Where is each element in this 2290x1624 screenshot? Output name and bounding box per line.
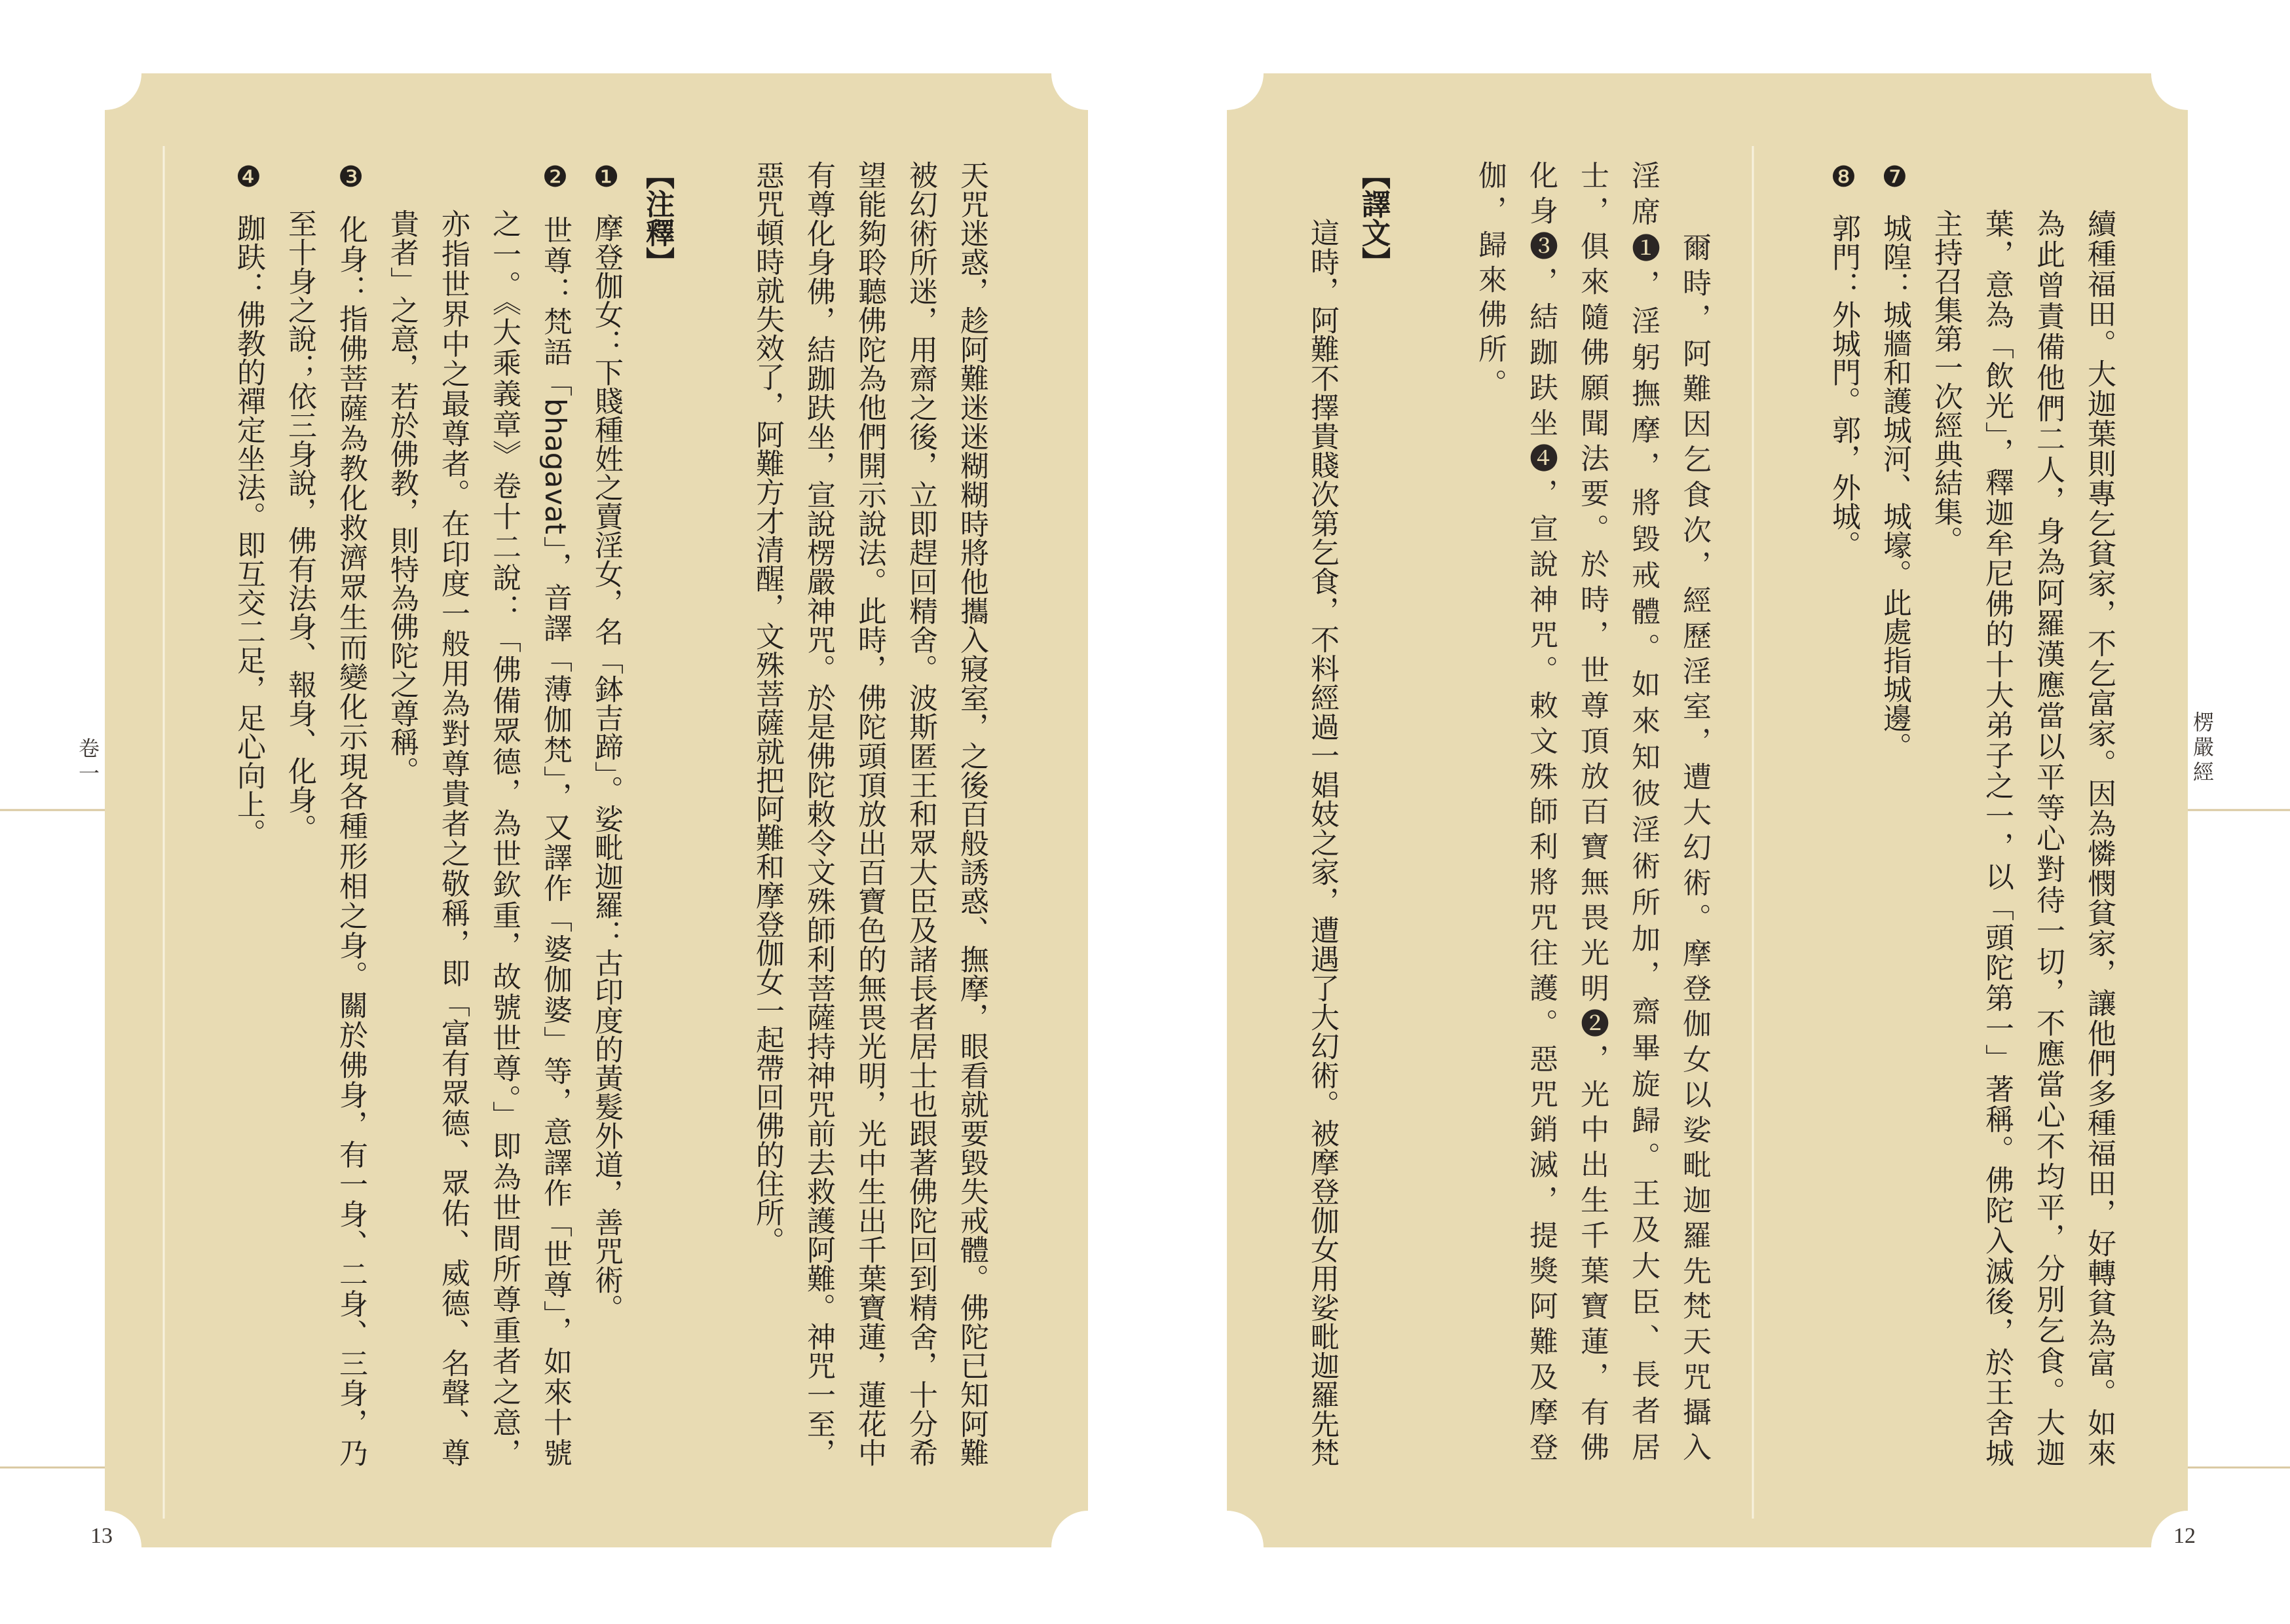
sutra-line: 士，俱來隨佛願聞法要。於時，世尊頂放百寶無畏光明❷，光中出生千葉寶蓮，有佛: [1575, 160, 1609, 1467]
sutra-line: 化身❸，結跏趺坐❹，宣說神咒。敕文殊師利將咒往護。惡咒銷滅，提獎阿難及摩登: [1524, 160, 1558, 1467]
note-7: [1875, 160, 1914, 761]
note-line: 至十身之說；依三身說，佛有法身、報身、化身。: [283, 209, 316, 843]
note-text: 城隍：城牆和護城河、城壕。此處指城邊。: [1878, 213, 1911, 761]
right-page: [1145, 0, 2290, 1624]
note-line: 亦指世界中之最尊者。在印度一般用為對尊貴者之敬稱，即「富有眾德、眾佑、威德、名聲、尊: [436, 209, 470, 1467]
note-marker-2: ❷: [538, 160, 572, 196]
note-line: 主持召集第一次經典結集。: [1929, 209, 1962, 555]
note-marker-7: ❼: [1878, 160, 1911, 194]
note-line: 續種福田。大迦葉則專乞貧家，不乞富家。因為憐憫貧家，讓他們多種福田，好轉貧為富。如來: [2082, 209, 2116, 1467]
running-head-volume: 卷一: [75, 737, 100, 787]
note-line: 之一。《大乘義章》卷十二說：「佛備眾德，為世欽重，故號世尊。」即為世間所尊重者之意，: [487, 209, 521, 1467]
sutra-line: 淫席❶，淫躬撫摩，將毀戒體。如來知彼淫術所加，齋畢旋歸。王及大臣、長者居: [1626, 160, 1660, 1467]
note-marker-3: ❸: [334, 160, 367, 195]
note-line: 為此曾責備他們二人，身為阿羅漢應當以平等心對待一切，不應當心不均平，分別乞食。大迦: [2031, 209, 2065, 1467]
translation-line: 天咒迷惑，趁阿難迷迷糊糊時將他攜入寢室，之後百般誘惑、撫摩，眼看就要毀失戒體。佛陀已知阿難: [955, 160, 988, 1467]
note-text: 跏趺：佛教的禪定坐法。即互交二足，足心向上。: [232, 213, 265, 847]
translation-line: 有尊化身佛，結跏趺坐，宣說楞嚴神咒。於是佛陀敕令文殊師利菩薩持神咒前去救護阿難。神咒一至，: [802, 160, 835, 1467]
note-4: [229, 160, 268, 847]
note-2: [535, 160, 574, 1467]
translation-line: 這時，阿難不擇貴賤次第乞食，不料經過一娼妓之家，遭遇了大幻術。被摩登伽女用娑毗迦羅先梵: [1305, 218, 1339, 1467]
note-1: [586, 160, 626, 1323]
translation-line: 惡咒頓時就失效了，阿難方才清醒，文殊菩薩就把阿難和摩登伽女一起帶回佛的住所。: [751, 160, 784, 1255]
note-text: 世尊：梵語「bhagavat」，音譯「薄伽梵」，又譯作「婆伽婆」等，意譯作「世尊」，如來十號: [538, 215, 572, 1467]
translation-line: 被幻術所迷，用齋之後，立即趕回精舍。波斯匿王和眾大臣及諸長者居士也跟著佛陀回到精舍，十分希: [904, 160, 937, 1467]
notes-heading: 【注釋】: [641, 160, 674, 276]
note-text: 化身：指佛菩薩為教化救濟眾生而變化示現各種形相之身。關於佛身，有一身、二身、三身，乃: [334, 214, 367, 1467]
page-number: 12: [2173, 1524, 2196, 1548]
note-line: 葉，意為「飲光」，釋迦牟尼佛的十大弟子之一，以「頭陀第一」著稱。佛陀入滅後，於王舍城: [1980, 209, 2014, 1467]
translation-line: 望能夠聆聽佛陀為他們開示說法。此時，佛陀頭頂放出百寶色的無畏光明，光中生出千葉寶蓮，蓮花中: [853, 160, 886, 1467]
note-marker-8: ❽: [1827, 160, 1860, 194]
note-marker-4: ❹: [232, 160, 265, 194]
sutra-line: 伽，歸來佛所。: [1473, 160, 1507, 403]
note-8: [1824, 160, 1863, 559]
note-text: 郭門：外城門。郭，外城。: [1827, 213, 1860, 559]
page-number: 13: [90, 1524, 113, 1548]
note-text: 摩登伽女：下賤種姓之賣淫女，名「鉢吉蹄」。娑毗迦羅：古印度的黃髮外道，善咒術。: [590, 213, 623, 1323]
sutra-line: 爾時，阿難因乞食次，經歷淫室，遭大幻術。摩登伽女以娑毗迦羅先梵天咒攝入: [1678, 232, 1711, 1467]
running-head-book-title: 楞嚴經: [2190, 711, 2215, 786]
note-marker-1: ❶: [590, 160, 623, 194]
note-line: 貴者」之意，若於佛教，則特為佛陀之尊稱。: [385, 209, 419, 785]
note-3: [331, 160, 370, 1467]
translation-heading: 【譯文】: [1357, 160, 1390, 276]
